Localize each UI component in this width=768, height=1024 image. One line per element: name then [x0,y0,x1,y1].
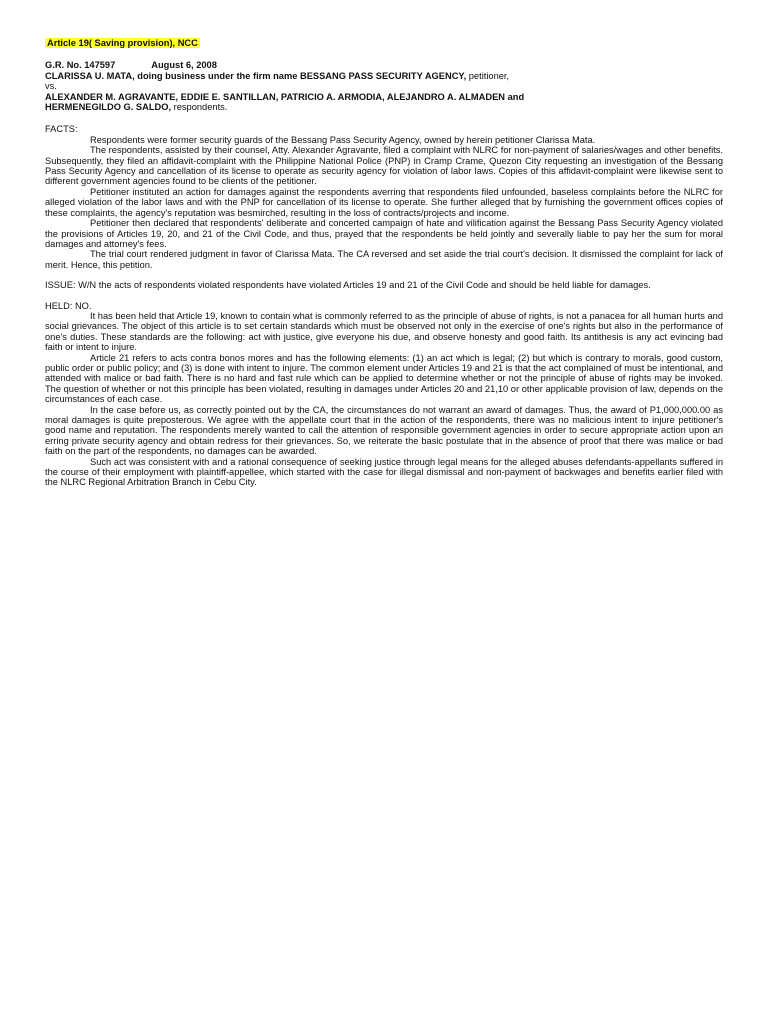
held-paragraph: Article 21 refers to acts contra bonos mores and has the following elements: (1) an act which is legal; (2) but which is contrary to morals, good custom, public order or public policy; and (3) is done with intent to injure. The common element under Articles 19 and 21 is that the act complained of must be intentional, and attended with malice or bad faith. There is no hard and fast rule which can be applied to determine whether or not the principle of abuse of rights may be invoked. The question of whether or not this principle has been violated, resulting in damages under Articles 20 and 21,10 or other applicable provision of law, depends on the circumstances of each case. [45,352,723,405]
held-paragraph: It has been held that Article 19, known to contain what is commonly referred to as the principle of abuse of rights, is not a panacea for all human hurts and social grievances. The object of this article is to set certain standards which must be observed not only in the exercise of one's rights but also in the performance of one's duties. These standards are the following: act with justice, give everyone his due, and observe honesty and good faith. Its antithesis is any act evincing bad faith or intent to injure. [45,310,723,353]
case-number-line [45,60,723,70]
case-caption [45,60,723,112]
petitioner-role: petitioner, [468,70,510,81]
facts-section [45,135,723,270]
petitioner-name: CLARISSA U. MATA, doing business under the firm name BESSANG PASS SECURITY AGENCY, [45,70,467,81]
facts-paragraph: Petitioner instituted an action for damages against the respondents averring that respondents filed unfounded, baseless complaints before the NLRC for alleged violation of the labor laws and with the PNP for cancellation of its license to operate. She further alleged that by furnishing the government offices copies of these complaints, the agency's reputation was besmirched, resulting in the loss of contracts/projects and income. [45,186,723,218]
case-date: August 6, 2008 [151,60,217,71]
held-paragraph: Such act was consistent with and a rational consequence of seeking justice through legal means for the alleged abuses defendants-appellants suffered in the course of their employment with plaintiff-appellee, which started with the case for illegal dismissal and non-payment of backwages and benefits earlier filed with the NLRC Regional Arbitration Branch in Cebu City. [45,456,723,488]
petitioner-line [45,71,723,81]
facts-paragraph: The respondents, assisted by their counsel, Atty. Alexander Agravante, filed a complaint with NLRC for non-payment of salaries/wages and other benefits. Subsequently, they filed an affidavit-complaint with the Philippine National Police (PNP) in Cramp Crame, Quezon City requesting an investigation of the Bessang Pass Security Agency and cancellation of its license to operate as security agency for violation of labor laws. Copies of this affidavit-complaint were likewise sent to different government agencies found to be clients of the petitioner. [45,145,723,187]
versus-line: vs. [45,81,57,92]
respondents-name-line2: HERMENEGILDO G. SALDO, [45,102,172,113]
issue-paragraph: ISSUE: W/N the acts of respondents violated respondents have violated Articles 19 and 21 of the Civil Code and should be held liable for damages. [45,280,651,291]
title-highlight: Article 19( Saving provision), NCC [47,38,198,48]
respondents-name-line1: ALEXANDER M. AGRAVANTE, EDDIE E. SANTILLAN, PATRICIO A. ARMODIA, ALEJANDRO A. ALMADEN and [45,91,525,102]
facts-paragraph: Respondents were former security guards of the Bessang Pass Security Agency, owned by herein petitioner Clarissa Mata. [90,134,596,145]
document-page [0,0,768,488]
held-paragraph: In the case before us, as correctly pointed out by the CA, the circumstances do not warrant an award of damages. Thus, the award of P1,000,000.00 as moral damages is quite preposterous. We agree with the appellate court that in the action of the respondents, there was no malicious intent to injure petitioner's good name and reputation. The respondents merely wanted to call the attention of responsible government agencies in order to secure appropriate action upon an erring private security agency and obtain redress for their grievances. So, we reiterate the basic postulate that in the absence of proof that there was malice or bad faith on the part of the respondents, no damages can be awarded. [45,404,723,457]
respondents-line2 [45,102,723,112]
case-number: G.R. No. 147597 [45,60,116,71]
facts-label: FACTS: [45,124,78,135]
facts-paragraph: The trial court rendered judgment in favor of Clarissa Mata. The CA reversed and set aside the trial court's decision. It dismissed the complaint for lack of merit. Hence, this petition. [45,249,723,270]
facts-paragraph: Petitioner then declared that respondents' deliberate and concerted campaign of hate and vilification against the Bessang Pass Security Agency violated the provisions of Articles 19, 20, and 21 of the Civil Code, and thus, prayed that the respondents be held jointly and severally liable to pay her the sum for moral damages and attorney's fees. [45,218,723,249]
held-section [45,311,723,488]
respondents-role: respondents. [173,102,228,113]
document-title [45,38,723,48]
held-label: HELD: NO. [45,300,92,311]
